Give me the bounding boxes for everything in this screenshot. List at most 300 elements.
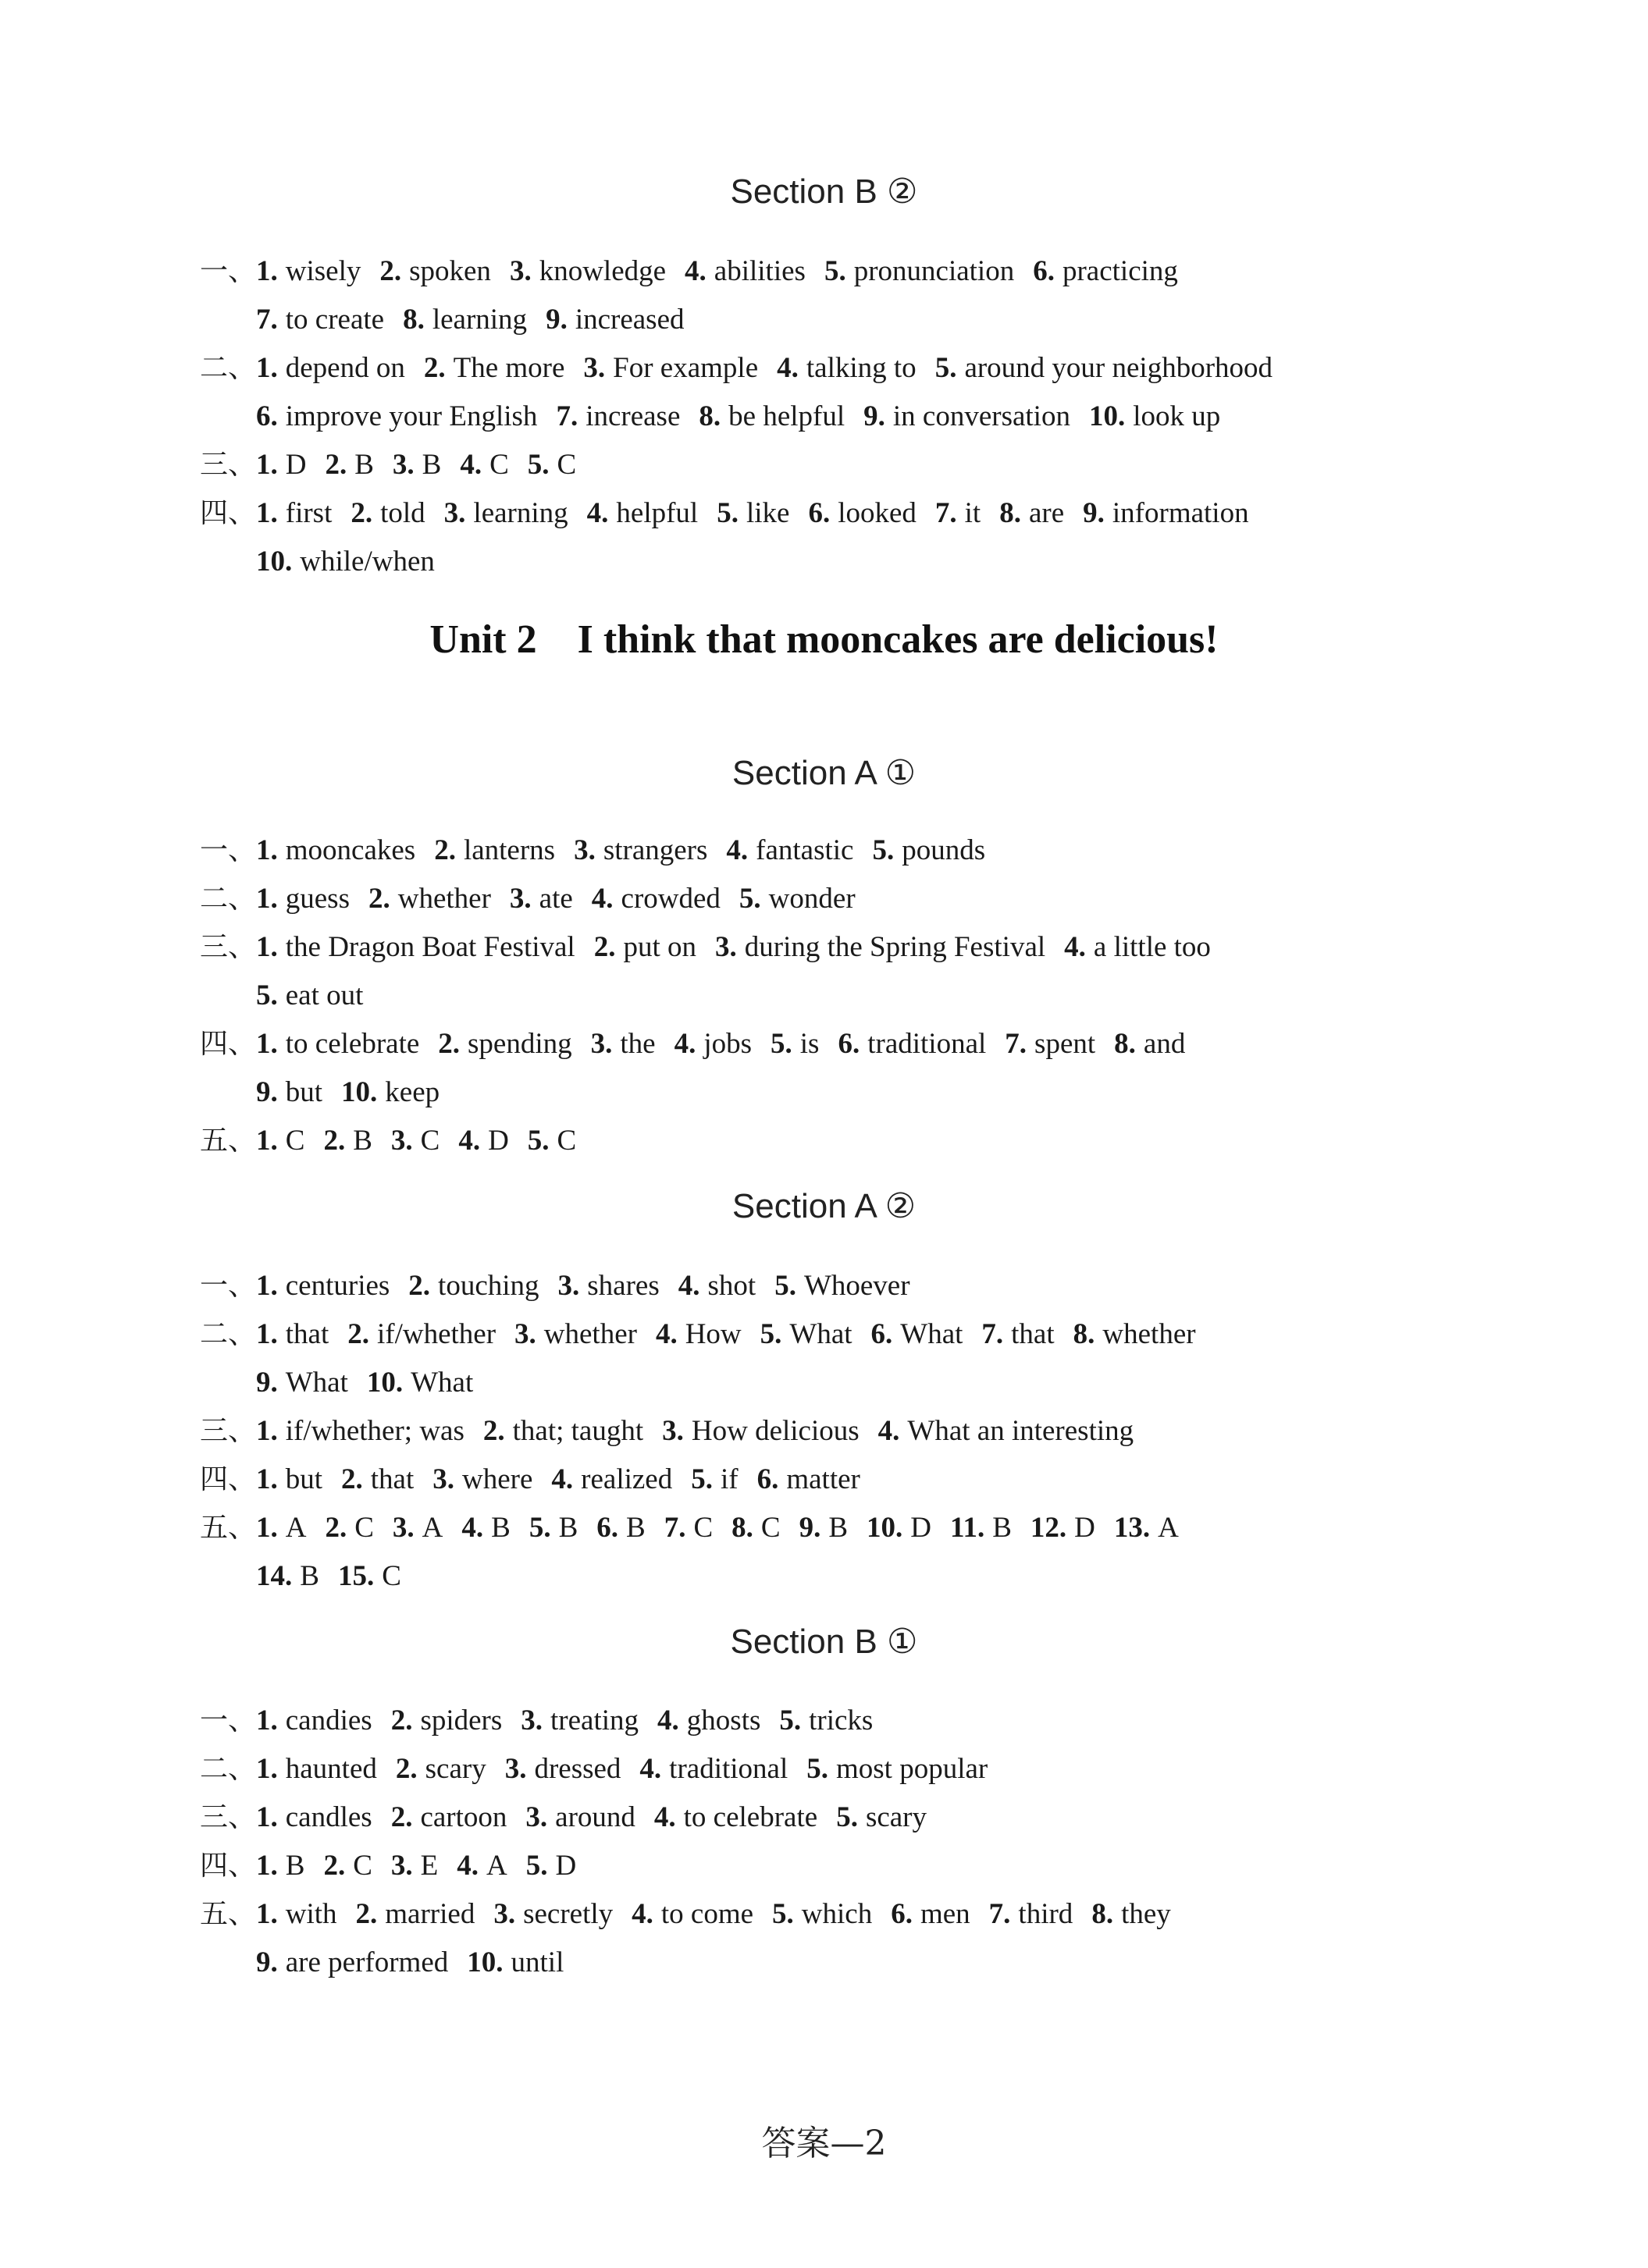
answer-text: is [799,1028,820,1060]
answer-text: D [555,1850,577,1882]
answer-number: 12. [1030,1512,1067,1544]
answer-text: traditional [669,1753,788,1785]
answer-text: learning [432,304,528,336]
section-title: Section B ② [730,172,918,211]
answer-item [838,1020,986,1068]
answer-item [528,441,576,489]
answer-text: increased [575,304,685,336]
answer-number: 5. [527,1125,550,1157]
answer-number: 7. [256,304,278,336]
answer-number: 3. [574,834,596,866]
answer-item [461,1504,510,1552]
answer-item [256,923,575,972]
answer-number: 3. [521,1705,543,1737]
question-group-marker: 五、 [200,1898,257,1930]
answer-item [1114,1020,1185,1068]
answer-item [367,1359,473,1407]
answer-number: 4. [777,352,799,384]
answer-text: which [801,1898,873,1930]
answer-text: around [555,1801,635,1833]
answer-item [935,344,1272,393]
answer-text: most popular [836,1753,988,1785]
answer-item [403,296,527,344]
answer-number: 1. [256,1801,278,1833]
answer-row [256,1552,1568,1601]
question-group-marker: 二、 [200,1318,257,1350]
answer-number: 4. [639,1753,662,1785]
answer-number: 10. [256,546,293,578]
answer-number: 4. [653,1801,676,1833]
answer-number: 9. [1083,497,1105,529]
answer-item [256,1793,372,1842]
answer-item [772,1890,872,1939]
answer-row [200,1456,1511,1504]
answer-item [528,1117,576,1165]
question-group-marker: 二、 [200,883,257,915]
answer-text: pronunciation [853,255,1015,287]
answer-number: 4. [586,497,609,529]
answer-number: 2. [325,449,347,481]
answer-number: 7. [934,497,957,529]
answer-item [654,1793,817,1842]
answer-text: to celebrate [683,1801,818,1833]
answer-text: shot [707,1270,756,1302]
question-group-marker: 三、 [200,931,257,963]
answer-item [256,247,361,296]
answer-item [1005,1020,1095,1068]
answer-text: B [558,1512,578,1544]
answer-item [935,489,981,538]
answer-item [556,393,680,441]
answer-text: C [489,449,509,481]
answer-item [731,1504,780,1552]
answer-item [1030,1504,1095,1552]
answer-item [323,1842,372,1890]
answer-row [256,1359,1568,1407]
answer-number: 5. [771,1028,792,1060]
answer-item [717,489,789,538]
answer-number: 6. [808,497,831,529]
answer-text: talking to [806,352,917,384]
answer-item [514,1310,637,1359]
answer-text: abilities [714,255,806,287]
answer-number: 4. [1064,931,1086,963]
answer-row [200,1697,1511,1745]
answer-row [256,1068,1568,1117]
answer-number: 4. [674,1028,696,1060]
answer-text: practicing [1062,255,1178,287]
answer-number: 5. [934,352,957,384]
answer-item [256,1939,448,1987]
answer-text: treating [550,1705,639,1737]
answer-row [200,1745,1511,1793]
answer-item [699,393,845,441]
answer-text: during the Spring Festival [744,931,1046,963]
answer-text: C [420,1125,440,1157]
answer-text: A [285,1512,307,1544]
section-title: Section A ② [731,1187,917,1225]
answer-item [757,1456,860,1504]
answer-text: like [746,497,790,529]
answer-number: 2. [390,1705,413,1737]
answer-number: 8. [403,304,425,336]
answer-text: jobs [703,1028,753,1060]
question-group-marker: 四、 [200,1028,257,1060]
answer-number: 3. [662,1415,684,1447]
answer-item [591,1020,656,1068]
answer-number: 5. [691,1463,713,1495]
answer-number: 3. [493,1898,516,1930]
answer-text: What [411,1367,474,1399]
answer-item [256,1697,372,1745]
answer-item [592,875,721,923]
answer-item [510,875,573,923]
answer-item [256,1504,306,1552]
answer-item [444,489,568,538]
answer-number: 3. [392,449,415,481]
answer-item [678,1262,756,1310]
answer-number: 2. [325,1512,347,1544]
answer-text: whether [1102,1318,1196,1350]
answer-text: wonder [768,883,856,915]
answer-text: What an interesting [907,1415,1134,1447]
answer-number: 3. [715,931,737,963]
answer-text: the Dragon Boat Festival [285,931,575,963]
answer-row [200,441,1511,489]
answer-text: crowded [621,883,721,915]
answer-text: whether [543,1318,637,1350]
answer-item [981,1310,1054,1359]
answer-text: What [900,1318,963,1350]
answer-item [558,1262,660,1310]
answer-text: if/whether; was [285,1415,465,1447]
answer-number: 7. [988,1898,1011,1930]
answer-number: 8. [1073,1318,1095,1350]
answer-row [200,1793,1511,1842]
answer-number: 9. [256,1367,278,1399]
answer-item [338,1552,401,1601]
answer-item [715,923,1045,972]
answer-item [675,1020,752,1068]
answer-item [891,1890,970,1939]
answer-item [391,1793,507,1842]
answer-number: 9. [256,1946,278,1978]
answer-item [726,827,853,875]
answer-item [256,1552,319,1601]
answer-item [1033,247,1178,296]
answer-item [526,1842,576,1890]
answer-number: 2. [593,931,616,963]
answer-number: 1. [256,1125,278,1157]
answer-text: and [1143,1028,1186,1060]
answer-text: learning [473,497,568,529]
answer-text: E [420,1850,439,1882]
answer-number: 2. [355,1898,378,1930]
answer-item [989,1890,1073,1939]
question-group-marker: 四、 [200,1850,257,1882]
answer-number: 3. [390,1850,413,1882]
answer-text: A [1158,1512,1179,1544]
answer-text: B [422,449,442,481]
answer-number: 10. [341,1076,378,1108]
answer-item [256,441,306,489]
answer-item [256,1359,348,1407]
answer-item [525,1793,635,1842]
answer-number: 10. [1088,400,1126,432]
answer-number: 9. [799,1512,821,1544]
answer-number: 5. [760,1318,782,1350]
answer-number: 4. [551,1463,574,1495]
question-group-marker: 一、 [200,1705,257,1737]
answer-text: D [910,1512,932,1544]
answer-item [777,344,917,393]
answer-number: 4. [657,1705,679,1737]
answer-item [1083,489,1248,538]
answer-number: 3. [509,883,532,915]
answer-text: candles [285,1801,372,1833]
answer-number: 4. [457,1850,479,1882]
answer-number: 1. [256,1512,278,1544]
answer-row [200,1407,1511,1456]
answer-text: wisely [285,255,361,287]
answer-text: that; taught [512,1415,644,1447]
answer-number: 1. [256,1850,278,1882]
answer-number: 5. [256,979,278,1011]
answer-item [391,1117,440,1165]
answer-number: 9. [546,304,568,336]
answer-item [391,1697,503,1745]
answer-item [256,972,363,1020]
answer-text: that [370,1463,415,1495]
answer-text: around your neighborhood [964,352,1273,384]
answer-item [408,1262,539,1310]
question-group-marker: 一、 [200,834,257,866]
question-group-marker: 三、 [200,1415,257,1447]
answer-number: 14. [256,1560,293,1592]
answer-item [779,1697,873,1745]
answer-item [256,344,405,393]
answer-item [351,489,425,538]
answer-item [347,1310,496,1359]
answer-item [529,1504,578,1552]
answer-item [871,1310,963,1359]
answer-text: B [828,1512,849,1544]
answer-row [200,1890,1511,1939]
answer-number: 5. [774,1270,796,1302]
answer-item [432,1456,532,1504]
answer-text: looked [838,497,917,529]
answer-item [323,1117,372,1165]
answer-row [256,296,1568,344]
answer-item [656,1310,742,1359]
answer-item [393,441,441,489]
answer-row [200,1842,1511,1890]
answer-item [379,247,491,296]
answer-item [872,827,985,875]
answer-text: if [720,1463,739,1495]
answer-item [424,344,565,393]
answer-text: cartoon [420,1801,507,1833]
answer-item [256,1020,419,1068]
answer-text: helpful [616,497,699,529]
answer-text: where [462,1463,533,1495]
answer-text: until [511,1946,564,1978]
answer-item [325,441,373,489]
answer-text: D [285,449,307,481]
answer-row [200,489,1511,538]
answer-item [1073,1310,1196,1359]
answer-text: realized [581,1463,673,1495]
answer-item [685,247,806,296]
answer-text: are performed [285,1946,449,1978]
answer-item [657,1697,760,1745]
answer-number: 3. [514,1318,536,1350]
answer-text: spoken [409,255,491,287]
answer-number: 3. [504,1753,527,1785]
answer-text: knowledge [539,255,667,287]
answer-text: tricks [809,1705,874,1737]
answer-item [799,1504,848,1552]
answer-item [664,1504,713,1552]
answer-number: 5. [529,1512,551,1544]
answer-number: 4. [460,449,482,481]
answer-number: 5. [717,497,739,529]
answer-number: 1. [256,352,278,384]
answer-text: scary [865,1801,927,1833]
answer-item [1089,393,1220,441]
answer-text: it [964,497,981,529]
answer-text: look up [1133,400,1221,432]
answer-item [999,489,1064,538]
answer-number: 1. [256,931,278,963]
answer-number: 2. [423,352,446,384]
question-group-marker: 四、 [200,1463,257,1495]
answer-number: 9. [256,1076,278,1108]
answer-row [256,538,1568,586]
answer-number: 5. [824,255,846,287]
answer-item [256,875,350,923]
answer-text: scary [425,1753,486,1785]
answer-number: 1. [256,1270,278,1302]
answer-item [256,1456,322,1504]
answer-number: 1. [256,1028,278,1060]
answer-text: dressed [534,1753,621,1785]
answer-item [662,1407,860,1456]
answer-text: depend on [285,352,405,384]
question-group-marker: 一、 [200,255,257,287]
answer-number: 2. [341,1463,363,1495]
answer-number: 8. [1114,1028,1136,1060]
answer-item [808,489,916,538]
answer-number: 5. [806,1753,828,1785]
answer-number: 10. [467,1946,504,1978]
answer-number: 2. [323,1850,346,1882]
question-group-marker: 三、 [200,449,257,481]
answer-text: that [285,1318,329,1350]
answer-item [256,1068,322,1117]
answer-item [256,1117,304,1165]
answer-text: while/when [300,546,435,578]
answer-text: mooncakes [285,834,416,866]
answer-text: C [693,1512,714,1544]
answer-row [200,1310,1511,1359]
answer-text: traditional [867,1028,987,1060]
answer-number: 1. [256,1753,278,1785]
page-footer: 答案—2 [761,2124,887,2163]
answer-number: 5. [772,1898,794,1930]
answer-text: that [1011,1318,1055,1350]
answer-row [200,1504,1511,1552]
answer-row [200,1020,1511,1068]
answer-text: be helpful [728,400,845,432]
answer-number: 6. [256,400,278,432]
answer-item [467,1939,564,1987]
answer-number: 10. [867,1512,903,1544]
answer-text: in conversation [892,400,1070,432]
answer-item [836,1793,927,1842]
answer-number: 3. [390,1125,413,1157]
answer-text: to celebrate [285,1028,420,1060]
question-group-marker: 五、 [200,1512,257,1544]
answer-item [639,1745,788,1793]
answer-number: 3. [557,1270,580,1302]
answer-item [438,1020,571,1068]
answer-text: guess [285,883,350,915]
answer-number: 8. [731,1512,753,1544]
answer-text: A [486,1850,507,1882]
answer-item [510,247,666,296]
answer-number: 7. [1005,1028,1027,1060]
answer-text: How delicious [691,1415,860,1447]
question-group-marker: 二、 [200,1753,257,1785]
answer-text: C [382,1560,401,1592]
answer-text: spent [1034,1028,1096,1060]
unit-title: Unit 2 I think that mooncakes are delicious! [429,617,1219,662]
answer-item [1091,1890,1170,1939]
answer-item [256,1745,377,1793]
answer-number: 4. [685,255,707,287]
question-group-marker: 二、 [200,352,257,384]
answer-item [493,1890,613,1939]
answer-text: Whoever [803,1270,910,1302]
answer-text: to create [285,304,385,336]
answer-item [760,1310,852,1359]
answer-item [256,489,332,538]
answer-number: 10. [366,1367,404,1399]
answer-text: D [488,1125,509,1157]
answer-item [368,875,491,923]
answer-text: B [353,1125,372,1157]
answer-item [950,1504,1012,1552]
answer-number: 2. [390,1801,413,1833]
answer-text: increase [586,400,681,432]
answer-text: spiders [420,1705,503,1737]
answer-item [356,1890,475,1939]
answer-text: For example [613,352,759,384]
question-group-marker: 四、 [200,497,257,529]
answer-item [256,1407,465,1456]
answer-item [587,489,699,538]
answer-number: 11. [950,1512,985,1544]
answer-text: B [354,449,374,481]
answer-item [771,1020,819,1068]
answer-number: 1. [256,449,278,481]
answer-number: 2. [434,834,456,866]
answer-item [546,296,684,344]
answer-text: What [789,1318,852,1350]
answer-text: secretly [523,1898,614,1930]
answer-item [325,1504,373,1552]
